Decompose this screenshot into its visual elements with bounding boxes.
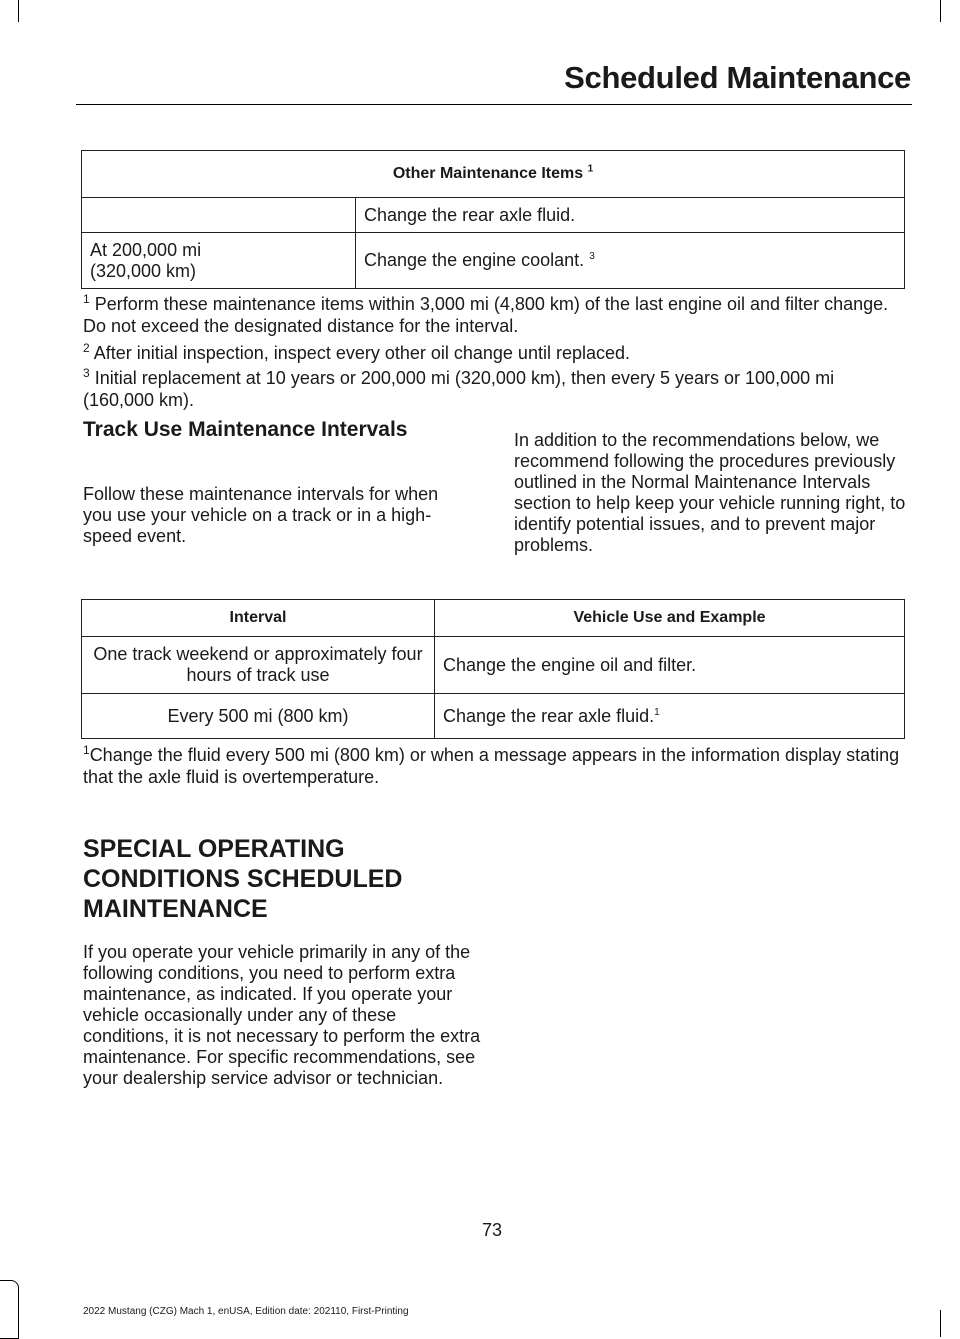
interval-cell: One track weekend or approximately four hours of track use: [82, 637, 435, 694]
interval-cell: At 200,000 mi (320,000 km): [82, 233, 356, 289]
table-row: [82, 233, 905, 289]
title-divider: [76, 104, 912, 105]
footnote-1: $^1$ Perform these maintenance items within 3,000 mi (4,800 km) of the last engine oil and filter change. Do not exceed the designated distance for the interval.: [83, 292, 889, 336]
other-maintenance-heading: Other Maintenance Items $^1$: [82, 151, 905, 198]
table-row: [82, 694, 905, 739]
action-cell: Change the rear axle fluid.$^1$: [435, 694, 905, 739]
interval-cell: [82, 198, 356, 233]
footnote-3: $^3$ Initial replacement at 10 years or 200,000 mi (320,000 km), then every 5 years or 100,000 mi (160,000 km).: [83, 366, 835, 410]
crop-mark-bottom-left: [0, 1280, 19, 1339]
track-maintenance-table: [81, 599, 905, 739]
column-header-interval: Interval: [82, 600, 435, 637]
page-number: 73: [481, 1220, 503, 1240]
other-maintenance-table: [81, 150, 905, 289]
crop-mark-top-left: [18, 0, 19, 22]
track-use-right-paragraph: In addition to the recommendations below, we recommend following the procedures previously outlined in the Normal Maintenance Intervals section to help keep your vehicle running right, to identify potential issues, and to prevent major problems.: [514, 430, 906, 555]
page-title: Scheduled Maintenance: [564, 60, 911, 95]
table-row: [82, 198, 905, 233]
footnote-2: $^2$ After initial inspection, inspect every other oil change until replaced.: [83, 341, 631, 363]
table-row: [82, 637, 905, 694]
crop-mark-bottom-right: [940, 1310, 941, 1337]
action-cell: Change the engine oil and filter.: [435, 637, 905, 694]
column-header-vehicle-use: Vehicle Use and Example: [435, 600, 905, 637]
track-footnote: $^1$Change the fluid every 500 mi (800 km) or when a message appears in the information display stating that the axle fluid is overtemperature.: [83, 743, 900, 787]
special-conditions-heading: SPECIAL OPERATING CONDITIONS SCHEDULED MAINTENANCE: [83, 835, 403, 923]
crop-mark-top-right: [940, 0, 941, 22]
interval-cell: Every 500 mi (800 km): [82, 694, 435, 739]
action-cell: Change the rear axle fluid.: [356, 198, 905, 233]
edition-footer: 2022 Mustang (CZG) Mach 1, enUSA, Edition date: 202110, First-Printing: [83, 1306, 409, 1317]
track-use-intro: Follow these maintenance intervals for when you use your vehicle on a track or in a high-speed event.: [83, 484, 439, 546]
special-conditions-body: If you operate your vehicle primarily in any of the following conditions, you need to perform extra maintenance, as indicated. If you operate your vehicle occasionally under any of these conditions, it is not necessary to perform the extra maintenance. For specific recommendations, see your dealership service advisor or technician.: [83, 942, 481, 1088]
action-cell: Change the engine coolant. $^3$: [356, 233, 905, 289]
track-use-heading: Track Use Maintenance Intervals: [83, 418, 408, 441]
